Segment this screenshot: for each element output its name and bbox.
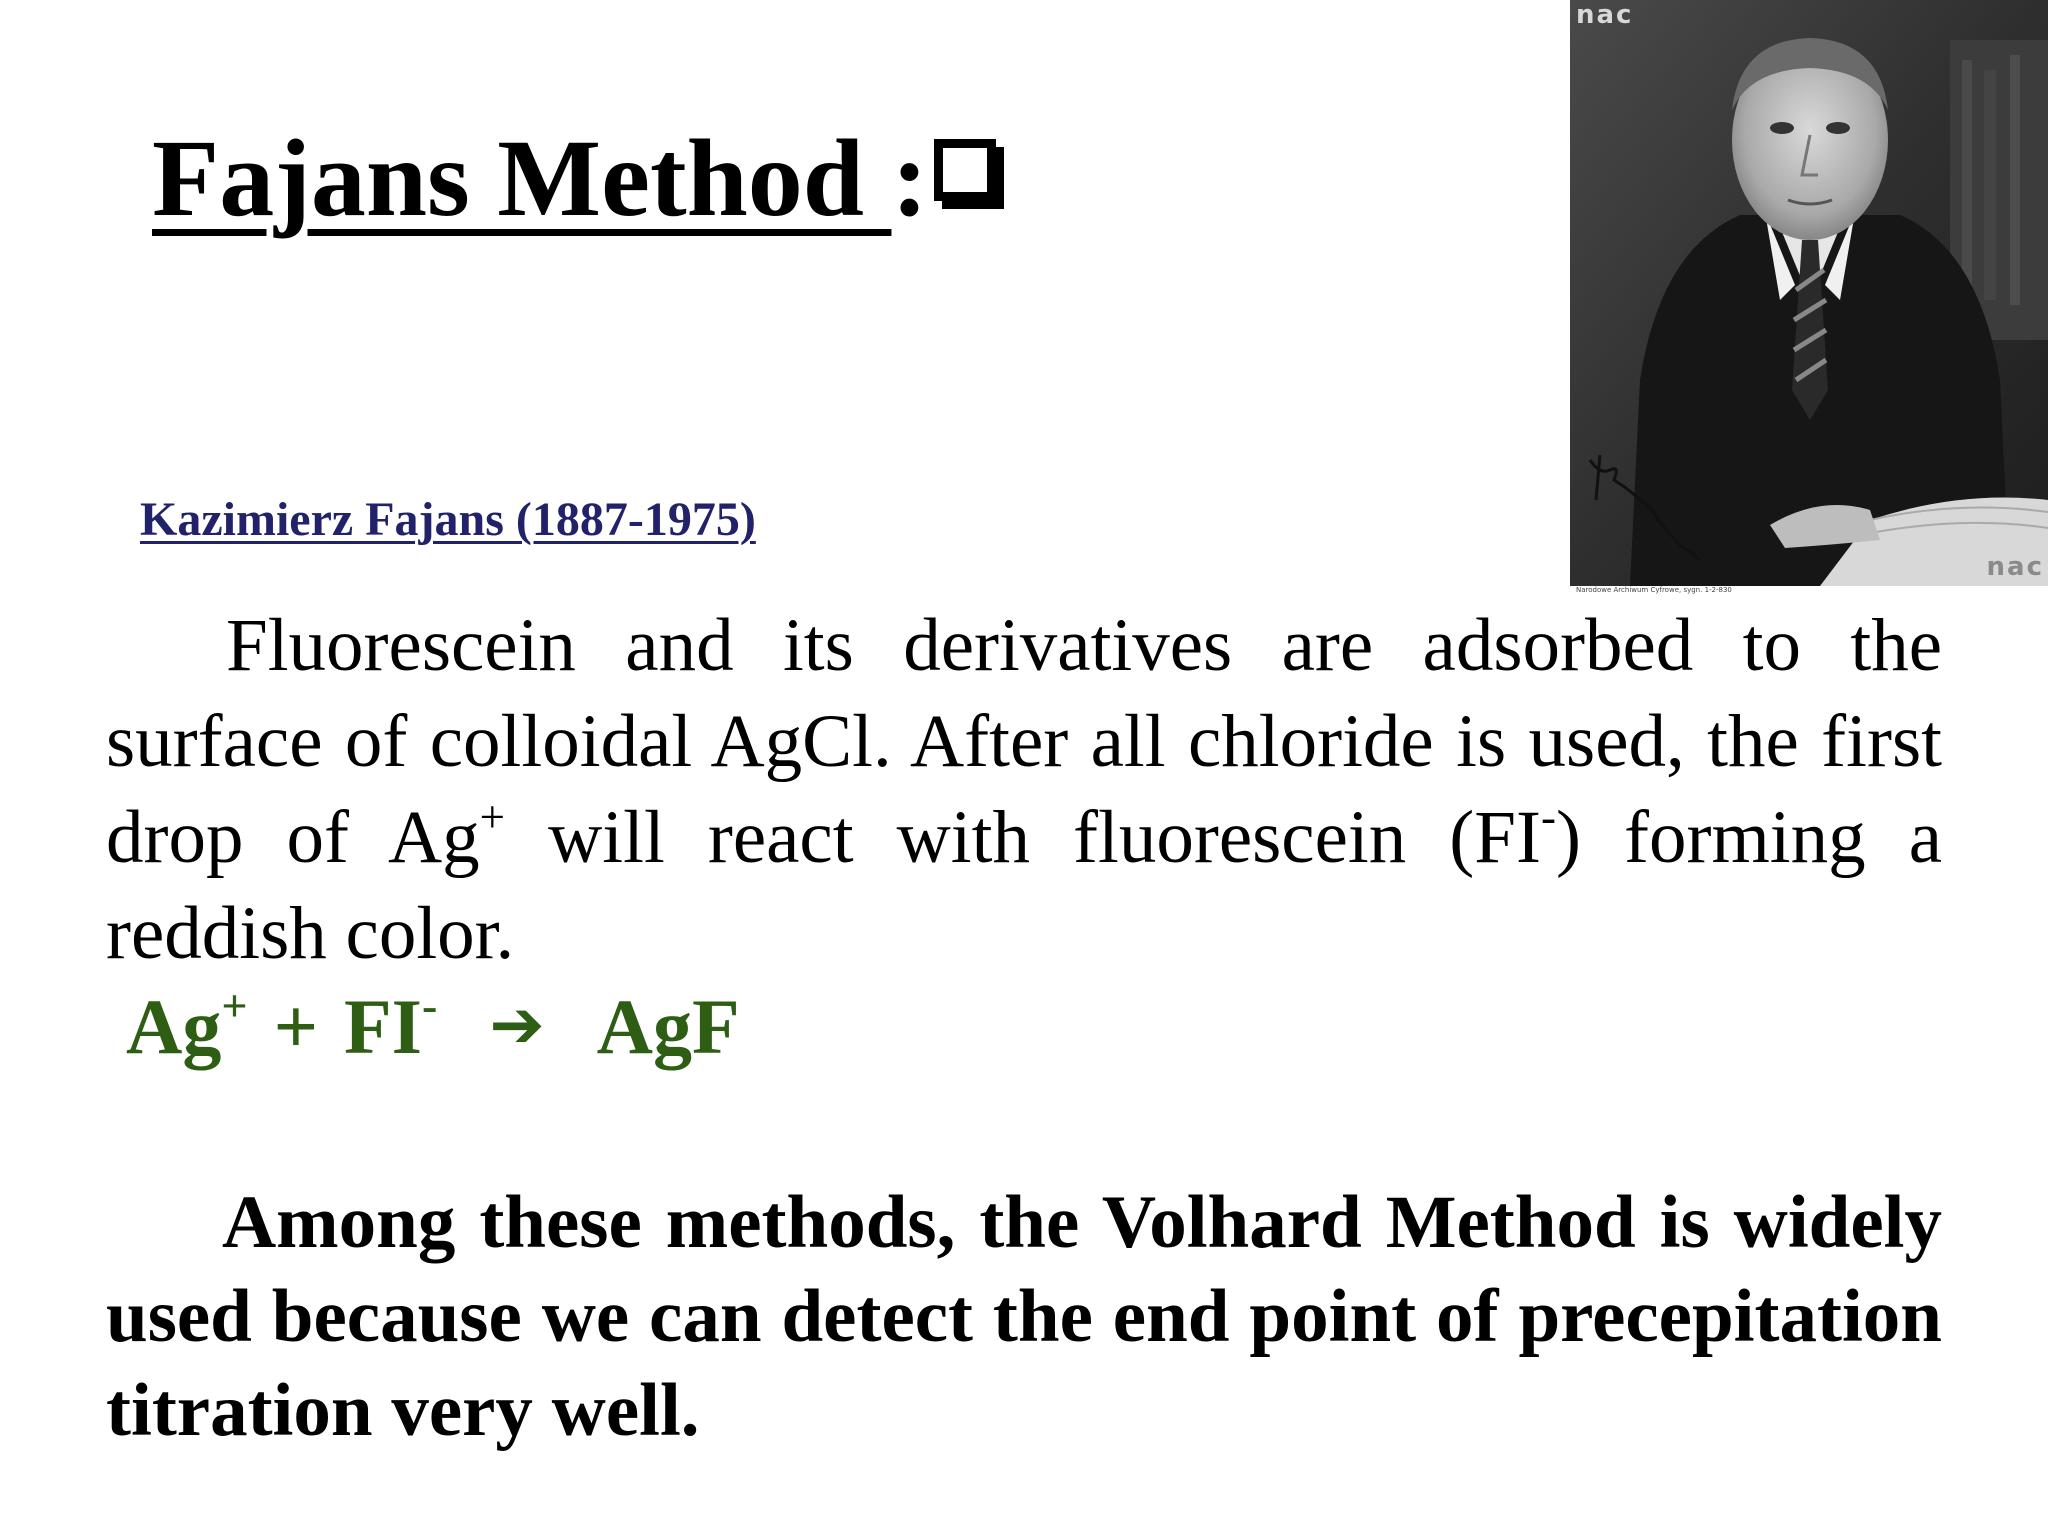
product: AgF: [596, 983, 740, 1070]
body-paragraph: [106, 598, 1942, 982]
reactant-2-charge: -: [422, 980, 438, 1031]
reaction-arrow-icon: ➔: [489, 986, 545, 1063]
portrait-image: [1570, 0, 2048, 586]
reactant-2: FI: [344, 983, 423, 1070]
portrait-photo: [1570, 0, 2048, 586]
paragraph-text-1: Fluorescein and its derivatives are adsorbed to the surface of colloidal AgCl. After all chloride is used, the first drop of Ag: [106, 604, 1942, 879]
photo-stamp: nac: [1576, 0, 1634, 30]
title-text: Fajans Method: [152, 117, 892, 239]
paragraph-sup-1: +: [479, 792, 506, 842]
conclusion-paragraph: Among these methods, the Volhard Method is widely used because we can detect the end point of precepitation titration very well.: [106, 1181, 1942, 1452]
photo-archive-note: Narodowe Archiwum Cyfrowe, sygn. 1-2-830: [1576, 586, 1732, 594]
reaction-equation: [126, 980, 740, 1070]
paragraph-text-2: will react with fluorescein (FI: [505, 796, 1541, 879]
checkbox-bullet-icon: [934, 139, 996, 201]
plus-sign: +: [273, 983, 319, 1070]
portrait-caption-link[interactable]: Kazimierz Fajans (1887-1975): [140, 493, 756, 546]
paragraph-text-3: ) forming a reddish color.: [106, 796, 1942, 975]
photo-stamp-bottom: nac: [1986, 552, 2044, 582]
reactant-1: Ag: [126, 983, 222, 1070]
paragraph-sup-2: -: [1540, 792, 1556, 842]
slide-title: [152, 112, 996, 244]
reactant-1-charge: +: [221, 980, 248, 1031]
title-colon: :: [891, 117, 929, 239]
